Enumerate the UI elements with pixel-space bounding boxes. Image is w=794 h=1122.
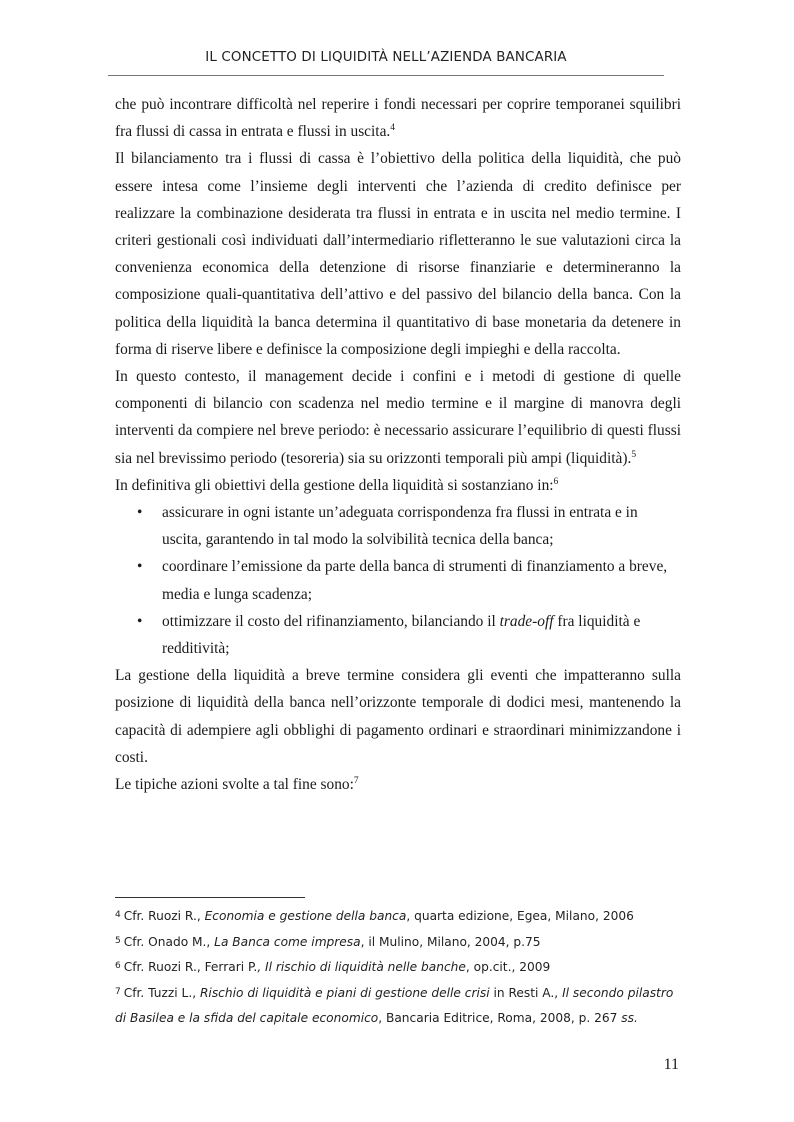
paragraph-5: La gestione della liquidità a breve termine considera gli eventi che impatteranno sulla posizione di liquidità della banca nell’orizzonte temporale di dodici mesi, mantenendo la capacità di adempiere agli obblighi di pagamento ordinari e straordinari minimizzandone i costi. [115, 667, 681, 766]
footnote-text: Cfr. Ruozi R., [123, 909, 201, 923]
list-item-line-2: redditività; [162, 640, 230, 658]
footnote-number: 7 [115, 986, 121, 997]
running-header: IL CONCETTO DI LIQUIDITÀ NELL’AZIENDA BANCARIA [205, 50, 567, 65]
footnote-ref-4[interactable]: 4 [390, 123, 395, 134]
footnote-title: Rischio di liquidità e piani di gestione delle crisi [199, 985, 490, 1000]
paragraph-2: Il bilanciamento tra i flussi di cassa è l’obiettivo della politica della liquidità, che può essere intesa come l’insieme degli interventi che l’azienda di credito definisce per realizzare la combinazione desiderata tra flussi in entrata e in uscita nel medio termine. I criteri gestionali così individuati dall’intermediario rifletteranno le sue valutazioni circa la convenienza economica della detenzione di risorse finanziarie e determineranno la composizione quali-quantitativa dell’attivo e del passivo del bilancio della banca. Con la politica della liquidità la banca determina il quantitativo di base monetaria da detenere in forma di riserve libere e definisce la composizione degli impieghi e della raccolta. [115, 150, 681, 358]
footnote-5 [115, 930, 681, 956]
paragraph-6 [115, 771, 681, 798]
footnote-number: 5 [115, 935, 121, 946]
footnote-title: La Banca come impresa [214, 934, 361, 949]
list-item [115, 608, 681, 662]
objectives-list [115, 499, 681, 662]
list-item [115, 499, 681, 553]
footnote-number: 6 [115, 961, 121, 971]
footnote-text: , il Mulino, Milano, 2004, p.75 [360, 934, 541, 949]
footnote-text: Cfr. Tuzzi L., [123, 985, 197, 1000]
paragraph-4 [115, 472, 681, 499]
paragraph-6-text: Le tipiche azioni svolte a tal fine sono: [115, 776, 354, 794]
footnote-ref-6[interactable]: 6 [553, 476, 559, 487]
page-number: 11 [663, 1056, 679, 1073]
footnote-text: Cfr. Ruozi R., Ferrari P. [123, 960, 258, 974]
footnote-title-2: Il secondo pilastro di Basilea e la sfida del capitale economico [115, 985, 674, 1025]
paragraph-1 [115, 91, 681, 145]
footnote-text: , quarta edizione, Egea, Milano, 2006 [406, 909, 634, 923]
bullet-icon: • [137, 612, 143, 630]
list-item-line-2: media e lunga scadenza; [162, 585, 312, 603]
list-item-emphasis: trade-off [499, 612, 554, 630]
footnote-7 [115, 981, 681, 1032]
footnote-text: , op.cit., 2009 [465, 960, 551, 974]
footnote-text: , Bancaria Editrice, Roma, 2008, p. 267 [378, 1011, 618, 1025]
body-text [115, 91, 681, 798]
list-item-line-1: assicurare in ogni istante un’adeguata corrispondenza fra flussi in entrata e in [162, 504, 638, 522]
footnote-emphasis: ss. [621, 1011, 638, 1025]
paragraph-1-text: che può incontrare difficoltà nel reperire i fondi necessari per coprire temporanei squilibri fra flussi di cassa in entrata e flussi in uscita. [115, 96, 681, 141]
footnote-number: 4 [115, 910, 121, 920]
list-item-text-b: fra liquidità e [557, 612, 641, 630]
bullet-icon: • [137, 504, 143, 522]
footnote-separator [115, 897, 305, 898]
footnote-6 [115, 955, 681, 981]
list-item-text-a: ottimizzare il costo del rifinanziamento, bilanciando il [162, 612, 496, 630]
footnote-ref-7[interactable]: 7 [353, 776, 359, 787]
footnote-title: , Il rischio di liquidità nelle banche [257, 960, 466, 974]
list-item-line-2: uscita, garantendo in tal modo la solvibilità tecnica della banca; [162, 531, 554, 549]
footnotes [115, 904, 681, 1032]
footnote-4 [115, 904, 681, 930]
footnote-ref-5[interactable]: 5 [631, 449, 637, 460]
list-item-line-1 [162, 608, 681, 635]
list-item [115, 553, 681, 607]
paragraph-3-text: In questo contesto, il management decide i confini e i metodi di gestione di quelle componenti di bilancio con scadenza nel medio termine e il margine di manovra degli interventi da compiere nel breve periodo: è necessario assicurare l’equilibrio di questi flussi sia nel brevissimo periodo (tesoreria) sia su orizzonti temporali più ampi (liquidità). [115, 368, 681, 467]
bullet-icon: • [137, 558, 143, 576]
header-rule [108, 75, 664, 76]
list-item-line-1: coordinare l’emissione da parte della banca di strumenti di finanziamento a breve, [162, 558, 668, 576]
footnote-text: in Resti A., [489, 985, 559, 1000]
paragraph-4-text: In definitiva gli obiettivi della gestione della liquidità si sostanziano in: [115, 476, 554, 494]
paragraph-3 [115, 363, 681, 472]
footnote-title: Economia e gestione della banca [204, 909, 407, 923]
footnote-text: Cfr. Onado M., [123, 934, 211, 949]
